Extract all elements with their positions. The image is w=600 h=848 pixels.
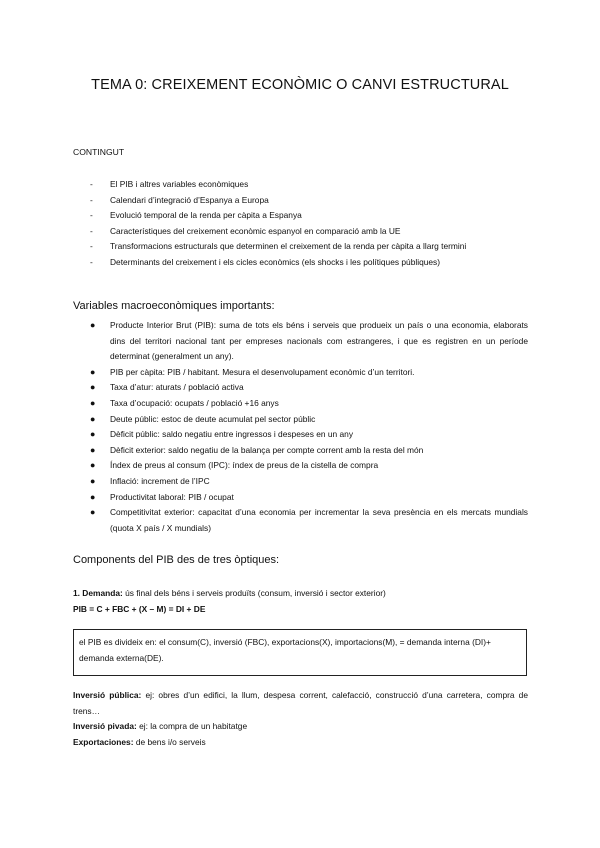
note-label: Inversió pública: xyxy=(73,690,142,700)
contents-heading: CONTINGUT xyxy=(73,147,125,157)
list-item: ● Índex de preus al consum (IPC): índex de preus de la cistella de compra xyxy=(90,458,528,474)
bullet-icon: ● xyxy=(90,444,96,455)
note-label: Inversió pivada: xyxy=(73,721,137,732)
list-item: ● Dèficit exterior: saldo negatiu de la balança per compte corrent amb la resta del món xyxy=(90,443,528,459)
bullet-icon: ● xyxy=(90,507,96,518)
dash-marker: - xyxy=(90,210,93,221)
dash-marker: - xyxy=(90,225,93,236)
demand-section xyxy=(73,586,528,617)
note-item: Inversió pública: ej: obres d’un edifici, la llum, despesa corrent, calefacció, construcció d’una carretera, compra de trens… xyxy=(73,690,528,716)
list-item: ● Deute públic: estoc de deute acumulat pel sector públic xyxy=(90,412,528,428)
demand-line xyxy=(73,586,528,602)
notes-section xyxy=(73,688,528,750)
variables-list xyxy=(90,318,528,536)
bullet-icon: ● xyxy=(90,320,96,330)
list-item: - Característiques del creixement econòmic espanyol en comparació amb la UE xyxy=(90,224,530,240)
demand-text: ús final dels béns i serveis produïts (consum, inversió i sector exterior) xyxy=(122,588,386,598)
bullet-icon: ● xyxy=(90,460,96,471)
note-label: Exportaciones: xyxy=(73,736,134,747)
bullet-icon: ● xyxy=(90,491,96,502)
bullet-icon: ● xyxy=(90,382,96,393)
demand-formula: PIB = C + FBC + (X – M) = DI + DE xyxy=(73,603,206,614)
list-item: - Transformacions estructurals que determinen el creixement de la renda per càpita a llarg termini xyxy=(90,239,530,255)
dash-marker: - xyxy=(90,194,93,205)
note-item: Inversió pivada: ej: la compra de un habitatge xyxy=(73,721,248,732)
demand-label: 1. Demanda: xyxy=(73,588,123,598)
contents-list xyxy=(90,177,530,271)
variables-heading: Variables macroeconòmiques importants: xyxy=(73,300,275,312)
list-item: - Evolució temporal de la renda per càpita a Espanya xyxy=(90,208,530,224)
list-item: - El PIB i altres variables econòmiques xyxy=(90,177,530,193)
list-item: ● Producte Interior Brut (PIB): suma de tots els béns i serveis que produeix un país o una economia, elaborats dins del territori nacional tant per empreses nacionals com estrangeres, i que es registren en un període determinat (generalment un any). xyxy=(90,320,528,362)
list-item: ● PIB per càpita: PIB / habitant. Mesura el desenvolupament econòmic d’un territori. xyxy=(90,365,528,381)
bullet-icon: ● xyxy=(90,475,96,486)
components-heading: Components del PIB des de tres òptiques: xyxy=(73,554,280,566)
dash-marker: - xyxy=(90,256,93,267)
page-title: TEMA 0: CREIXEMENT ECONÒMIC O CANVI ESTRUCTURAL xyxy=(91,77,509,93)
bullet-icon: ● xyxy=(90,413,96,424)
dash-marker: - xyxy=(90,241,93,252)
list-item: - Determinants del creixement i els cicles econòmics (els shocks i les polítiques públiques) xyxy=(90,255,530,271)
list-item: ● Dèficit públic: saldo negatiu entre ingressos i despeses en un any xyxy=(90,427,528,443)
list-item: ● Taxa d’ocupació: ocupats / població +16 anys xyxy=(90,396,528,412)
gdp-breakdown-box: el PIB es divideix en: el consum(C), inversió (FBC), exportacions(X), importacions(M), = demanda interna (DI)+ demanda externa(DE). xyxy=(73,629,527,676)
bullet-icon: ● xyxy=(90,397,96,408)
bullet-icon: ● xyxy=(90,429,96,440)
list-item: - Calendari d’integració d’Espanya a Europa xyxy=(90,193,530,209)
note-item: Exportaciones: de bens i/o serveis xyxy=(73,736,206,747)
list-item: ● Competitivitat exterior: capacitat d’una economia per incrementar la seva presència en els mercats mundials (quota X país / X mundials) xyxy=(90,507,528,533)
dash-marker: - xyxy=(90,179,93,189)
bullet-icon: ● xyxy=(90,366,96,377)
list-item: ● Productivitat laboral: PIB / ocupat xyxy=(90,490,528,506)
list-item: ● Taxa d’atur: aturats / població activa xyxy=(90,380,528,396)
list-item: ● Inflació: increment de l’IPC xyxy=(90,474,528,490)
